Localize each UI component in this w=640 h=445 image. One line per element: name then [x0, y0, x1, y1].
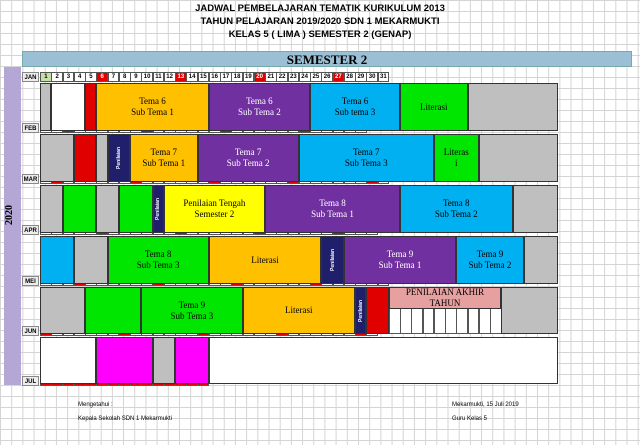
day-cell[interactable]: 31 [378, 72, 390, 82]
jun-magenta-1 [96, 337, 152, 384]
feb-red [74, 134, 97, 182]
day-cell[interactable]: 25 [310, 72, 322, 82]
day-cell[interactable]: 5 [85, 72, 97, 82]
mei-gray-end [501, 287, 557, 334]
footer-place-date: Mekarmukti, 15 Juli 2019 [452, 402, 519, 408]
day-cell[interactable]: 1 [40, 72, 52, 82]
day-cell[interactable]: 22 [276, 72, 288, 82]
vertical-label: Penilaian [329, 249, 336, 271]
mei-gray-start [40, 287, 85, 334]
feb-tema7-st1: Tema 7 Sub Tema 1 [130, 134, 198, 182]
footer-mengetahui: Mengetahui : [78, 402, 113, 408]
mei-green [85, 287, 141, 334]
jan-tema6-st1: Tema 6 Sub Tema 1 [96, 83, 209, 131]
vertical-label: Penilaian [115, 147, 122, 169]
year-band [4, 67, 21, 385]
mar-pts: Penilaian Tengah Semester 2 [164, 185, 265, 233]
feb-gray-end [479, 134, 558, 182]
feb-tema7-st3: Tema 7 Sub Tema 3 [299, 134, 434, 182]
mar-green-2 [119, 185, 153, 233]
day-cell[interactable]: 10 [141, 72, 153, 82]
day-cell[interactable]: 15 [198, 72, 210, 82]
mei-literasi: Literasi [243, 287, 356, 334]
day-cell[interactable]: 29 [355, 72, 367, 82]
title-line-3: KELAS 5 ( LIMA ) SEMESTER 2 (GENAP) [228, 29, 412, 40]
jan-red-day6 [85, 83, 96, 131]
apr-gray-1 [74, 236, 108, 284]
day-cell[interactable]: 18 [231, 72, 243, 82]
vertical-label: Penilaian [155, 198, 162, 220]
semester-header: SEMESTER 2 [22, 51, 632, 67]
mar-tema8-st1: Tema 8 Sub Tema 1 [265, 185, 400, 233]
jun-white-rest [209, 337, 558, 384]
apr-tema8-st3: Tema 8 Sub Tema 3 [108, 236, 209, 284]
month-label-mei: MEI [22, 276, 39, 286]
mei-tema9-st3: Tema 9 Sub Tema 3 [141, 287, 242, 334]
apr-gray-end [524, 236, 558, 284]
apr-tema9-st1: Tema 9 Sub Tema 1 [344, 236, 457, 284]
jun-gray-1 [153, 337, 176, 384]
mar-penilaian [153, 185, 164, 233]
jan-tema6-st2: Tema 6 Sub Tema 2 [209, 83, 310, 131]
mei-pat: PENILAIAN AKHIR TAHUN [389, 287, 502, 309]
feb-gray-start [40, 134, 74, 182]
day-cell[interactable]: 6 [96, 72, 108, 82]
apr-tema9-st2: Tema 9 Sub Tema 2 [456, 236, 524, 284]
mar-gray-start [40, 185, 63, 233]
year-label: 2020 [4, 205, 15, 225]
jan-tema6-st3: Tema 6 Sub tema 3 [310, 83, 400, 131]
mar-tema8-st2: Tema 8 Sub Tema 2 [400, 185, 513, 233]
day-cell[interactable]: 23 [288, 72, 300, 82]
mei-penilaian [355, 287, 366, 334]
day-cell[interactable]: 26 [321, 72, 333, 82]
feb-gray-2 [96, 134, 107, 182]
day-cell[interactable]: 19 [243, 72, 255, 82]
day-cell[interactable]: 9 [130, 72, 142, 82]
feb-literasi: Literas i [434, 134, 479, 182]
vertical-label: Penilaian [357, 299, 364, 322]
day-cell[interactable]: 14 [186, 72, 198, 82]
day-cell[interactable]: 8 [119, 72, 131, 82]
mar-gray-2 [96, 185, 119, 233]
jun-white [40, 337, 96, 384]
month-label-feb: FEB [22, 123, 39, 133]
day-cell[interactable]: 20 [254, 72, 266, 82]
mei-red [366, 287, 389, 334]
month-label-jul: JUL [22, 376, 39, 386]
mar-green-1 [63, 185, 97, 233]
day-cell[interactable]: 28 [344, 72, 356, 82]
jan-literasi: Literasi [400, 83, 468, 131]
jun-magenta-2 [175, 337, 209, 384]
day-cell[interactable]: 3 [63, 72, 75, 82]
jan-gray-end [468, 83, 558, 131]
day-cell[interactable]: 27 [333, 72, 345, 82]
title-line-1: JADWAL PEMBELAJARAN TEMATIK KURIKULUM 2013 [195, 3, 445, 14]
feb-tema7-st2: Tema 7 Sub Tema 2 [198, 134, 299, 182]
apr-penilaian [321, 236, 344, 284]
mar-gray-end [513, 185, 558, 233]
day-cell[interactable]: 12 [164, 72, 176, 82]
day-cell[interactable]: 2 [51, 72, 63, 82]
jan-white [51, 83, 85, 131]
day-cell[interactable]: 30 [366, 72, 378, 82]
day-cell[interactable]: 24 [299, 72, 311, 82]
footer-guru: Guru Kelas 5 [452, 416, 488, 422]
title-line-2: TAHUN PELAJARAN 2019/2020 SDN 1 MEKARMUKTI [200, 16, 440, 27]
day-cell[interactable]: 16 [209, 72, 221, 82]
day-cell[interactable]: 11 [153, 72, 165, 82]
day-cell[interactable]: 7 [108, 72, 120, 82]
day-cell[interactable]: 13 [175, 72, 187, 82]
month-label-jun: JUN [22, 326, 39, 336]
jan-gray-1 [40, 83, 51, 131]
month-label-mar: MAR [22, 174, 39, 184]
day-cell[interactable]: 21 [265, 72, 277, 82]
month-label-apr: APR [22, 225, 39, 235]
month-label-jan: JAN [22, 72, 39, 82]
footer-kepsek: Kepala Sekolah SDN 1 Mekarmukti [78, 416, 173, 422]
day-cell[interactable]: 4 [74, 72, 86, 82]
day-cell[interactable]: 17 [220, 72, 232, 82]
apr-literasi: Literasi [209, 236, 322, 284]
apr-blue-start [40, 236, 74, 284]
feb-penilaian [108, 134, 131, 182]
